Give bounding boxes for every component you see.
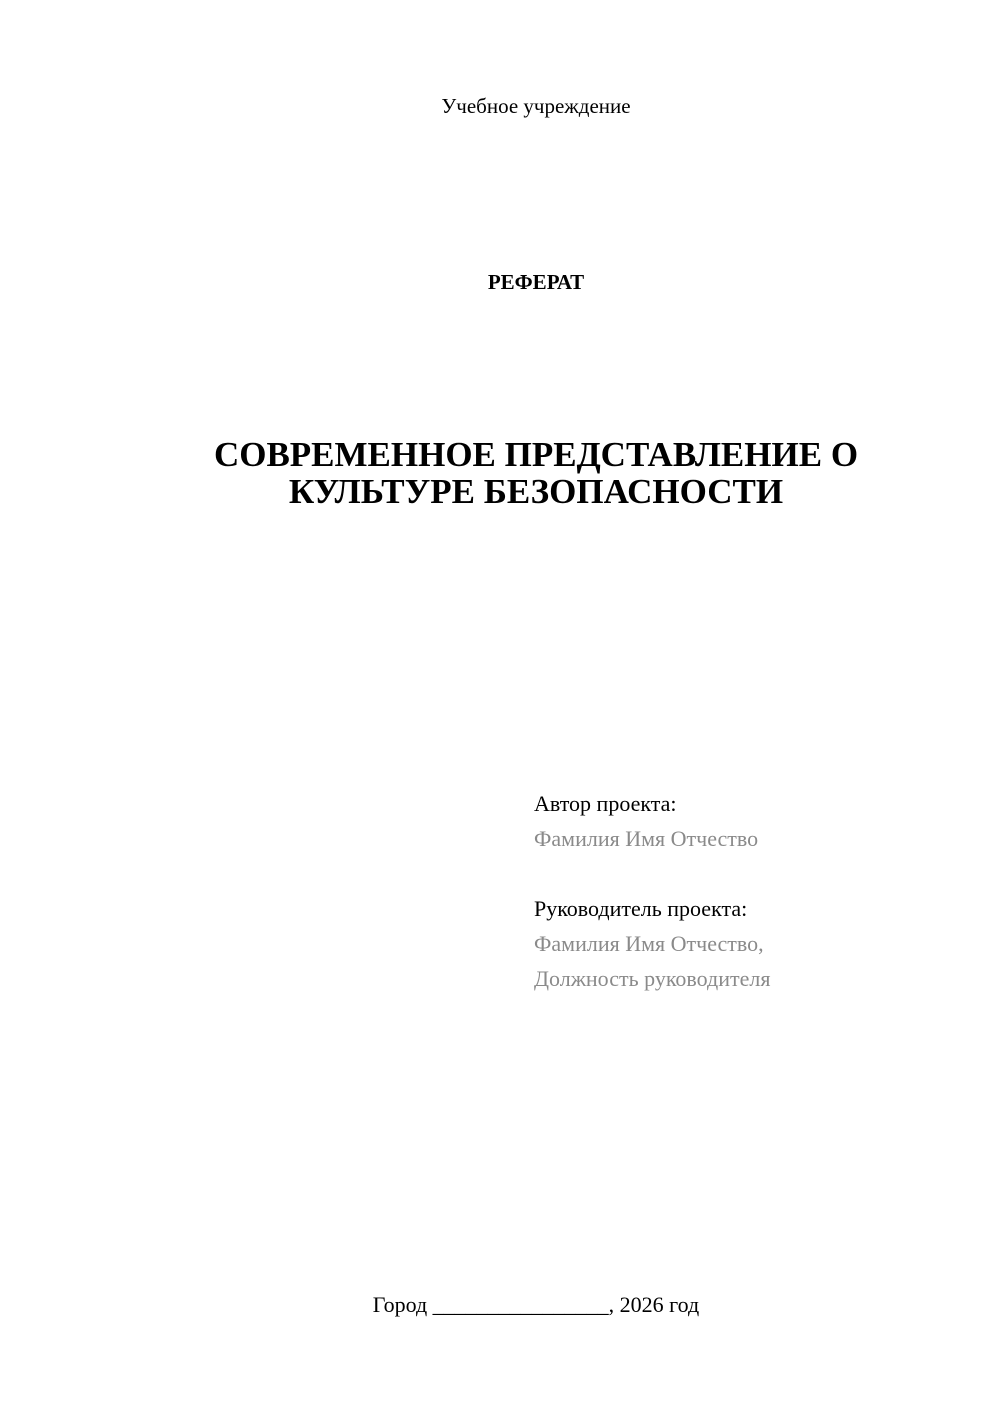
document-title-line-2: КУЛЬТУРЕ БЕЗОПАСНОСТИ <box>288 472 784 511</box>
author-name: Фамилия Имя Отчество <box>534 826 759 851</box>
supervisor-position: Должность руководителя <box>534 966 771 991</box>
credits-block <box>534 786 974 996</box>
supervisor-label: Руководитель проекта: <box>534 896 748 921</box>
document-type: РЕФЕРАТ <box>487 270 585 294</box>
credits-spacer <box>534 856 974 891</box>
supervisor-name: Фамилия Имя Отчество, <box>534 931 764 956</box>
institution-name: Учебное учреждение <box>441 94 631 118</box>
document-title <box>100 436 972 510</box>
city-year-line: Город ________________, 2026 год <box>372 1292 700 1317</box>
document-title-line-1: СОВРЕМЕННОЕ ПРЕДСТАВЛЕНИЕ О <box>213 435 859 474</box>
author-label: Автор проекта: <box>534 791 677 816</box>
